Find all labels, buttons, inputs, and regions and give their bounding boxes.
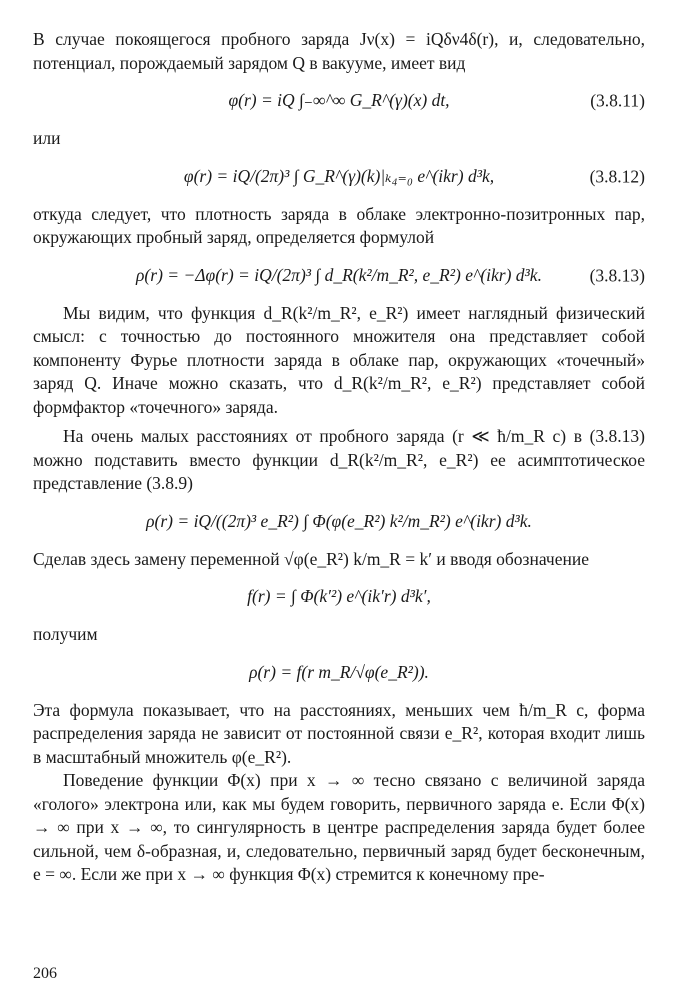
equation-formula: f(r) = ∫ Φ(k′²) e^(ik′r) d³k′,	[247, 586, 431, 607]
equation-formula: ρ(r) = −Δφ(r) = iQ/(2π)³ ∫ d_R(k²/m_R², e_R²) e^(ikr) d³k.	[136, 264, 542, 285]
paragraph-density: откуда следует, что плотность заряда в облаке электронно-позитронных пар, окружающих пробный заряд, определяется формулой	[33, 203, 645, 247]
equation-3-8-11	[33, 75, 645, 127]
equation-3-8-13	[33, 250, 645, 302]
equation-formula: ρ(r) = iQ/((2π)³ e_R²) ∫ Φ(φ(e_R²) k²/m_R²) e^(ikr) d³k.	[146, 510, 532, 531]
equation-rho-scaled	[33, 647, 645, 699]
equation-number: (3.8.12)	[589, 165, 645, 186]
page-number: 206	[33, 965, 57, 982]
page-content	[33, 28, 645, 887]
paragraph-intro: В случае покоящегося пробного заряда Jν(x) = iQδν4δ(r), и, следовательно, потенциал, порождаемый зарядом Q в вакууме, имеет вид	[33, 29, 645, 73]
equation-number: (3.8.13)	[589, 264, 645, 285]
paragraph-substitution: Сделав здесь замену переменной √φ(e_R²) k/m_R = k′ и вводя обозначение	[33, 548, 589, 569]
equation-3-8-12	[33, 151, 645, 203]
paragraph-small-distances: На очень малых расстояниях от пробного заряда (r ≪ ħ/m_R c) в (3.8.13) можно подставить вместо функции d_R(k²/m_R², e_R²) ее асимптотическое представление (3.8.9)	[33, 426, 645, 493]
equation-asymptotic	[33, 496, 645, 548]
equation-formula: ρ(r) = f(r m_R/√φ(e_R²)).	[249, 661, 429, 682]
paragraph-behavior: Поведение функции Φ(x) при x → ∞ тесно связано с величиной заряда «голого» электрона или, как мы будем говорить, первичного заряда e. Если Φ(x) → ∞ при x → ∞, то сингулярность в центре распределения заряда будет более сильной, чем δ-образная, и, следовательно, первичный заряд будет бесконечным, e = ∞. Если же при x → ∞ функция Φ(x) стремится к конечному пре-	[33, 770, 645, 884]
conjunction-or: или	[33, 128, 61, 148]
paragraph-meaning: Мы видим, что функция d_R(k²/m_R², e_R²) имеет наглядный физический смысл: с точностью до постоянного множителя она представляет собой компоненту Фурье плотности заряда в облаке пар, окружающих «точечный» заряд Q. Иначе можно сказать, что d_R(k²/m_R², e_R²) представляет собой формфактор «точечного» заряда.	[33, 302, 645, 417]
paragraph-formula-shows: Эта формула показывает, что на расстояниях, меньших чем ħ/m_R c, форма распределения заряда не зависит от постоянной связи e_R², которая входит лишь в масштабный множитель φ(e_R²).	[33, 699, 645, 767]
equation-f-definition	[33, 571, 645, 623]
word-we-get: получим	[33, 624, 98, 644]
equation-number: (3.8.11)	[590, 90, 645, 111]
equation-formula: φ(r) = iQ ∫₋∞^∞ G_R^(γ)(x) dt,	[228, 90, 450, 111]
equation-formula: φ(r) = iQ/(2π)³ ∫ G_R^(γ)(k)|ₖ₄₌₀ e^(ikr) d³k,	[183, 165, 495, 186]
